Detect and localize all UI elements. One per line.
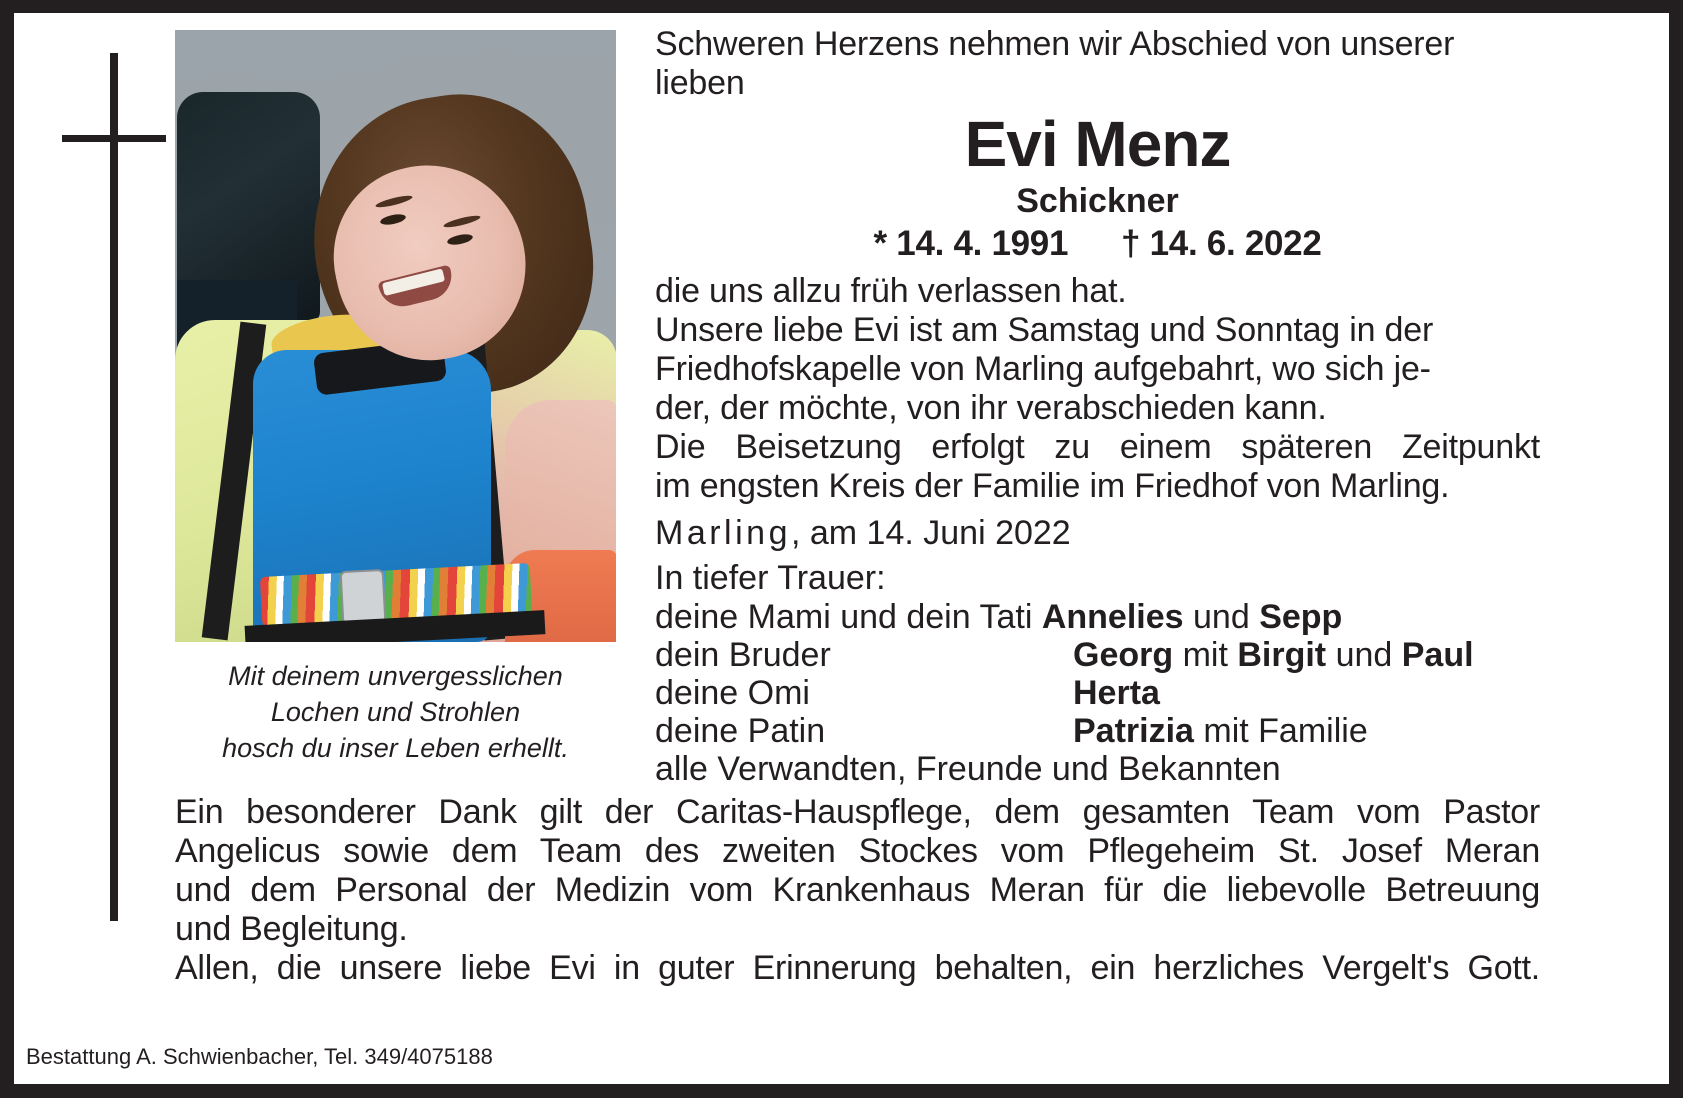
family-relation: dein Bruder — [655, 636, 831, 674]
thanks-line: und dem Personal der Medizin vom Krankenhaus Meran für die liebevolle Betreuung — [175, 871, 1540, 909]
cross-icon — [36, 38, 186, 928]
body-line: Unsere liebe Evi ist am Samstag und Sonntag in der — [655, 311, 1434, 349]
place-name: Marling — [655, 514, 791, 552]
photo-caption — [175, 658, 616, 766]
family-list — [655, 598, 1540, 788]
deceased-surname: Schickner — [1016, 182, 1179, 220]
thanks-block — [175, 793, 1540, 988]
notice-inner-card — [14, 13, 1669, 1084]
birth-date: 14. 4. 1991 — [896, 224, 1069, 263]
obituary-text-column — [655, 25, 1540, 788]
family-names: Patrizia mit Familie — [1073, 712, 1368, 750]
thanks-line: Angelicus sowie dem Team des zweiten Stockes vom Pflegeheim St. Josef Meran — [175, 832, 1540, 870]
family-row — [655, 674, 1540, 712]
family-row — [655, 636, 1540, 674]
birth-symbol: * — [873, 224, 887, 263]
body-line: Friedhofskapelle von Marling aufgebahrt, wo sich je- — [655, 350, 1431, 388]
undertaker-footer: Bestattung A. Schwienbacher, Tel. 349/4075188 — [26, 1044, 493, 1069]
portrait-column — [175, 30, 616, 766]
place-date: , am 14. Juni 2022 — [790, 514, 1071, 552]
thanks-line: und Begleitung. — [175, 910, 408, 948]
cross-vertical-bar — [110, 53, 118, 921]
body-line: Die Beisetzung erfolgt zu einem späteren Zeitpunkt — [655, 428, 1540, 466]
body-line: im engsten Kreis der Familie im Friedhof von Marling. — [655, 467, 1450, 505]
photo-caption-line: Lochen und Strohlen — [270, 697, 521, 727]
lead-line: Schweren Herzens nehmen wir Abschied von unserer — [655, 25, 1455, 63]
lead-text — [655, 25, 1540, 103]
deceased-name: Evi Menz — [964, 108, 1231, 180]
cross-horizontal-bar — [62, 135, 166, 142]
photo-caption-line: Mit deinem unvergesslichen — [228, 661, 563, 691]
family-names: Herta — [1073, 674, 1160, 712]
body-line: der, der möchte, von ihr verabschieden kann. — [655, 389, 1327, 427]
family-row-inline — [655, 598, 1540, 636]
thanks-line: Allen, die unsere liebe Evi in guter Erinnerung behalten, ein herzliches Vergelt's Gott. — [175, 949, 1540, 987]
family-names: Georg mit Birgit und Paul — [1073, 636, 1474, 674]
obituary-body — [655, 272, 1540, 506]
life-dates — [655, 221, 1540, 267]
body-line: die uns allzu früh verlassen hat. — [655, 272, 1127, 310]
family-relation: deine Patin — [655, 712, 826, 750]
family-all-relatives: alle Verwandten, Freunde und Bekannten — [655, 750, 1281, 788]
place-and-date — [655, 510, 1540, 556]
lead-line: lieben — [655, 64, 745, 102]
family-relation: deine Mami und dein Tati — [655, 598, 1033, 636]
thanks-line: Ein besonderer Dank gilt der Caritas-Hauspflege, dem gesamten Team vom Pastor — [175, 793, 1540, 831]
photo-caption-line: hosch du inser Leben erhellt. — [222, 733, 569, 763]
photo-buckle — [340, 569, 387, 625]
family-names: Annelies und Sepp — [1041, 598, 1343, 636]
mourning-heading: In tiefer Trauer: — [655, 559, 886, 597]
death-date: 14. 6. 2022 — [1149, 224, 1322, 263]
portrait-photo — [175, 30, 616, 642]
family-relation: deine Omi — [655, 674, 810, 712]
death-symbol: † — [1121, 224, 1141, 263]
family-row — [655, 712, 1540, 750]
